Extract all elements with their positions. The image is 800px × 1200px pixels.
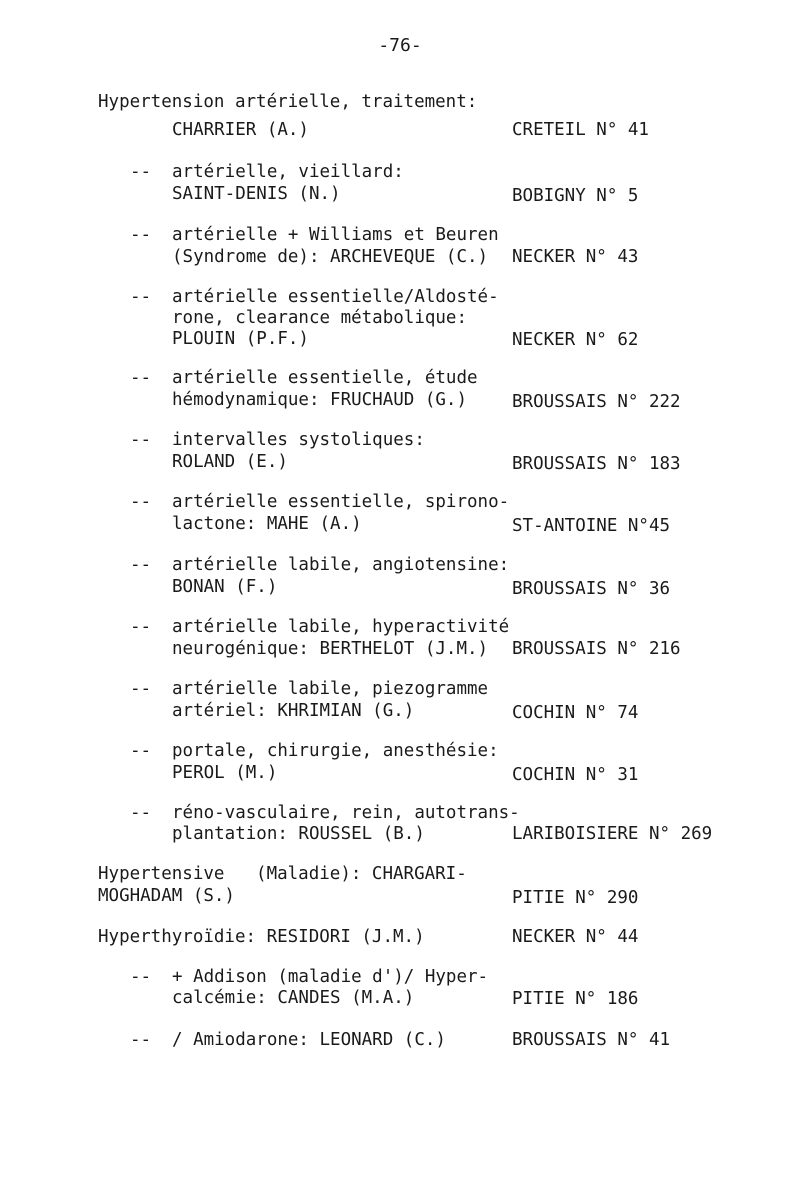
entry-subject: artérielle essentielle, étude	[172, 368, 478, 388]
continuation-dash: --	[130, 967, 152, 987]
continuation-dash: --	[130, 617, 152, 637]
entry-location: PITIE N° 290	[512, 888, 639, 908]
entry-author: (Syndrome de): ARCHEVEQUE (C.)	[172, 247, 489, 267]
continuation-dash: --	[130, 162, 152, 182]
entry-author: calcémie: CANDES (M.A.)	[172, 988, 415, 1008]
entry-location: NECKER N° 43	[512, 247, 639, 267]
entry-location: NECKER N° 62	[512, 330, 639, 350]
entry-location: BROUSSAIS N° 36	[512, 579, 671, 599]
entry-subject: / Amiodarone: LEONARD (C.)	[172, 1030, 446, 1050]
entry-author: ROLAND (E.)	[172, 452, 288, 472]
entry-location: BOBIGNY N° 5	[512, 186, 639, 206]
entry-author: artériel: KHRIMIAN (G.)	[172, 701, 415, 721]
continuation-dash: --	[130, 287, 152, 307]
entry-author: SAINT-DENIS (N.)	[172, 184, 341, 204]
continuation-dash: --	[130, 430, 152, 450]
entry-location: BROUSSAIS N° 41	[512, 1030, 671, 1050]
entry-heading: Hypertensive (Maladie): CHARGARI-	[98, 864, 467, 884]
entry-heading: Hypertension artérielle, traitement:	[98, 92, 478, 112]
continuation-dash: --	[130, 368, 152, 388]
entry-location: BROUSSAIS N° 222	[512, 392, 681, 412]
entry-author: CHARRIER (A.)	[172, 120, 309, 140]
entry-author: PLOUIN (P.F.)	[172, 329, 309, 349]
continuation-dash: --	[130, 225, 152, 245]
entry-location: NECKER N° 44	[512, 927, 639, 947]
entry-subject: portale, chirurgie, anesthésie:	[172, 741, 499, 761]
page-number: -76-	[378, 35, 422, 56]
entry-location: BROUSSAIS N° 216	[512, 639, 681, 659]
entry-subject: artérielle labile, angiotensine:	[172, 555, 510, 575]
entry-subject: artérielle essentielle, spirono-	[172, 492, 510, 512]
entry-author: lactone: MAHE (A.)	[172, 514, 362, 534]
entry-location: LARIBOISIERE N° 269	[512, 824, 713, 844]
entry-location: PITIE N° 186	[512, 989, 639, 1009]
continuation-dash: --	[130, 1030, 152, 1050]
entry-location: BROUSSAIS N° 183	[512, 454, 681, 474]
entry-location: CRETEIL N° 41	[512, 120, 649, 140]
entry-subject: artérielle, vieillard:	[172, 162, 404, 182]
entry-subject: artérielle labile, piezogramme	[172, 679, 489, 699]
entry-heading: Hyperthyroïdie: RESIDORI (J.M.)	[98, 927, 425, 947]
entry-author: neurogénique: BERTHELOT (J.M.)	[172, 639, 489, 659]
entry-subject: + Addison (maladie d')/ Hyper-	[172, 967, 489, 987]
continuation-dash: --	[130, 492, 152, 512]
entry-subject: artérielle + Williams et Beuren	[172, 225, 499, 245]
continuation-dash: --	[130, 741, 152, 761]
continuation-dash: --	[130, 803, 152, 823]
entry-subject: artérielle essentielle/Aldosté-	[172, 287, 499, 307]
entry-subject-cont: rone, clearance métabolique:	[172, 308, 468, 328]
continuation-dash: --	[130, 679, 152, 699]
entry-author: plantation: ROUSSEL (B.)	[172, 824, 425, 844]
entry-subject: artérielle labile, hyperactivité	[172, 617, 510, 637]
entry-author: BONAN (F.)	[172, 577, 278, 597]
entry-author: hémodynamique: FRUCHAUD (G.)	[172, 390, 468, 410]
entry-subject: intervalles systoliques:	[172, 430, 425, 450]
entry-location: ST-ANTOINE N°45	[512, 516, 671, 536]
entry-location: COCHIN N° 74	[512, 703, 639, 723]
entry-author: MOGHADAM (S.)	[98, 886, 235, 906]
entry-subject: réno-vasculaire, rein, autotrans-	[172, 803, 520, 823]
continuation-dash: --	[130, 555, 152, 575]
entry-author: PEROL (M.)	[172, 763, 278, 783]
entry-location: COCHIN N° 31	[512, 765, 639, 785]
